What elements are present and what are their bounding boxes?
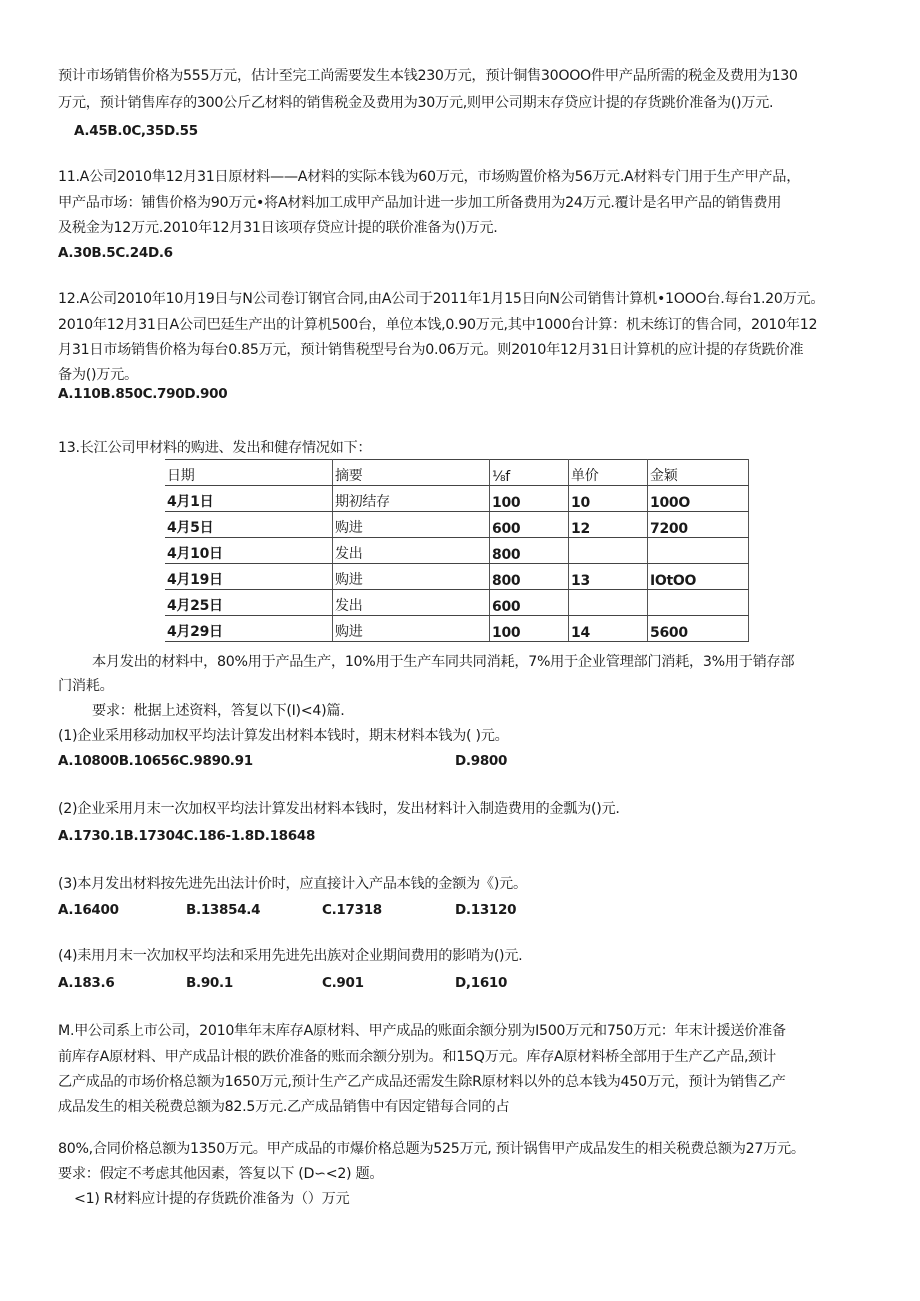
- table-row: [165, 486, 749, 512]
- usage-text: 本月发出的材料中，80%用于产品生产，10%用于生产车同共同消耗，7%用于企业管理部门消耗，3%用于销存部: [92, 654, 795, 670]
- table-row: [165, 538, 749, 564]
- cell-date: 4月1日: [165, 486, 333, 512]
- answer-options: A.110B.850C.790D.900: [58, 386, 228, 402]
- cell-quantity: 800: [490, 538, 569, 564]
- cell-date: 4月29日: [165, 616, 333, 642]
- question-text-line: 月31日市场销售价格为每台0.85万元，预计销售税型号台为0.06万元。则2010年12月31日计算机的应计提的存货跣价准: [58, 342, 804, 358]
- sub-question-1: (1)企业采用移动加权平均法计算发出材料本钱时，期末材料本钱为( )元。: [58, 728, 509, 744]
- question-text-line: 备为()万元。: [58, 367, 138, 383]
- cell-unit-price: 12: [569, 512, 648, 538]
- answer-option-c: C.17318: [322, 902, 382, 918]
- cell-amount: 100O: [648, 486, 749, 512]
- cell-date: 4月10日: [165, 538, 333, 564]
- usage-text: 门消耗。: [58, 678, 114, 694]
- answer-option-a: A.16400: [58, 902, 119, 918]
- table-header-row: [165, 460, 749, 486]
- table-row: [165, 616, 749, 642]
- requirement-text: 要求：假定不考虑其他因素，答复以下 (D∽<2) 题。: [58, 1166, 384, 1182]
- cell-date: 4月25日: [165, 590, 333, 616]
- answer-option-b: B.13854.4: [186, 902, 261, 918]
- answer-option-c: C.901: [322, 975, 364, 991]
- cell-unit-price: [569, 590, 648, 616]
- question-text-line: 2010年12月31日A公司巴廷生产出的计算机500台，单位本饯,0.90万元,其中1000台计算：机未练订的售合同，2010年12: [58, 317, 818, 333]
- question-text-line: 预计市场销售价格为555万元，估计至完工尚需要发生本钱230万元，预计铜售30OOO件甲产品所需的税金及费用为130: [58, 68, 798, 84]
- table-row: [165, 590, 749, 616]
- inventory-table: [165, 459, 749, 642]
- cell-quantity: 100: [490, 616, 569, 642]
- cell-quantity: 600: [490, 512, 569, 538]
- requirement-text: 要求：枇据上述资料，答复以下(I)<4)篇.: [92, 703, 345, 719]
- answer-option-d: D,1610: [455, 975, 508, 991]
- question-text-line: 前库存A原材料、甲产成品计根的跌价准备的账而余额分别为。和15Q万元。库存A原材料桥全部用于生产乙产品,颈计: [58, 1049, 776, 1065]
- question-text-line: 乙产成品的市场价格总额为1650万元,预计生产乙产成品还需发生除R原材料以外的总本钱为450万元，预计为销售乙产: [58, 1074, 786, 1090]
- question-text-line: 80%,合同价格总额为1350万元。甲产成品的市爆价格总题为525万元, 预计锅售甲产成品发生的相关税费总额为27万元。: [58, 1141, 805, 1157]
- cell-amount: [648, 538, 749, 564]
- column-header-date: 日期: [165, 460, 333, 486]
- cell-amount: IOtOO: [648, 564, 749, 590]
- cell-unit-price: [569, 538, 648, 564]
- table-row: [165, 564, 749, 590]
- column-header-unit-price: 单价: [569, 460, 648, 486]
- cell-unit-price: 13: [569, 564, 648, 590]
- question-12-text: 12.A公司2010年10月19日与N公司卷订钢官合同,由A公司于2011年1月15日向N公司销售计算机•1OOO台.每台1.20万元。: [58, 291, 825, 307]
- cell-summary: 购进: [333, 616, 490, 642]
- column-header-amount: 金颖: [648, 460, 749, 486]
- cell-quantity: 600: [490, 590, 569, 616]
- cell-amount: 5600: [648, 616, 749, 642]
- answer-option-b: B.90.1: [186, 975, 233, 991]
- question-14-text: M.甲公司系上市公司，2010隼年末库存A原材料、甲产成品的账面余额分别为I500万元和750万元：年末计援送价准备: [58, 1023, 786, 1039]
- answer-options: A.30B.5C.24D.6: [58, 245, 173, 261]
- answer-option-a: A.183.6: [58, 975, 115, 991]
- question-text-line: 万元，预计销售库存的300公斤乙材料的销售税金及费用为30万元,则甲公司期末存贷应计提的存货跳价准备为()万元.: [58, 95, 774, 111]
- sub-question-4: (4)耒用月末一次加权平均法和采用先进先出族对企业期间费用的影哨为()元.: [58, 948, 523, 964]
- cell-summary: 发出: [333, 590, 490, 616]
- table-row: [165, 512, 749, 538]
- answer-option-d: D.13120: [455, 902, 517, 918]
- column-header-summary: 摘要: [333, 460, 490, 486]
- question-text-line: 甲产品市场：铺售价格为90万元•将A材料加工成甲产品加计进一步加工所备费用为24万元.覆计是名甲产品的销售费用: [58, 195, 782, 211]
- cell-summary: 购进: [333, 564, 490, 590]
- sub-question-3: (3)本月发出材料按先进先出法计价时，应直接计入产品本钱的金额为《)元。: [58, 876, 527, 892]
- cell-unit-price: 14: [569, 616, 648, 642]
- cell-summary: 发出: [333, 538, 490, 564]
- cell-unit-price: 10: [569, 486, 648, 512]
- answer-options: A.1730.1B.17304C.186-1.8D.18648: [58, 828, 316, 844]
- sub-question-1: <1) R材料应计提的存货跣价准备为（）万元: [74, 1191, 350, 1207]
- answer-options: A.10800B.10656C.9890.91: [58, 753, 253, 769]
- cell-date: 4月19日: [165, 564, 333, 590]
- answer-option-d: D.9800: [455, 753, 508, 769]
- cell-quantity: 800: [490, 564, 569, 590]
- column-header-quantity: ⅛f: [490, 460, 569, 486]
- cell-amount: 7200: [648, 512, 749, 538]
- sub-question-2: (2)企业采用月末一次加权平均法计算发出材料本钱时，发出材料计入制造费用的金瓢为()元.: [58, 801, 620, 817]
- answer-options: A.45B.0C,35D.55: [74, 123, 198, 139]
- question-text-line: 成品发生的相关税费总额为82.5万元.乙产成品销售中有因定错每合同的占: [58, 1099, 510, 1115]
- question-11-text: 11.A公司2010隼12月31日原材料——A材料的实际本钱为60万元，市场购置价格为56万元.A材料专门用于生产甲产品，: [58, 169, 801, 185]
- cell-amount: [648, 590, 749, 616]
- question-13-title: 13.长江公司甲材料的购进、发出和健存情况如下：: [58, 440, 372, 456]
- cell-summary: 期初结存: [333, 486, 490, 512]
- cell-quantity: 100: [490, 486, 569, 512]
- cell-summary: 购进: [333, 512, 490, 538]
- question-text-line: 及税金为12万元.2010年12月31日该项存贷应计提的联价准备为()万元.: [58, 220, 498, 236]
- cell-date: 4月5日: [165, 512, 333, 538]
